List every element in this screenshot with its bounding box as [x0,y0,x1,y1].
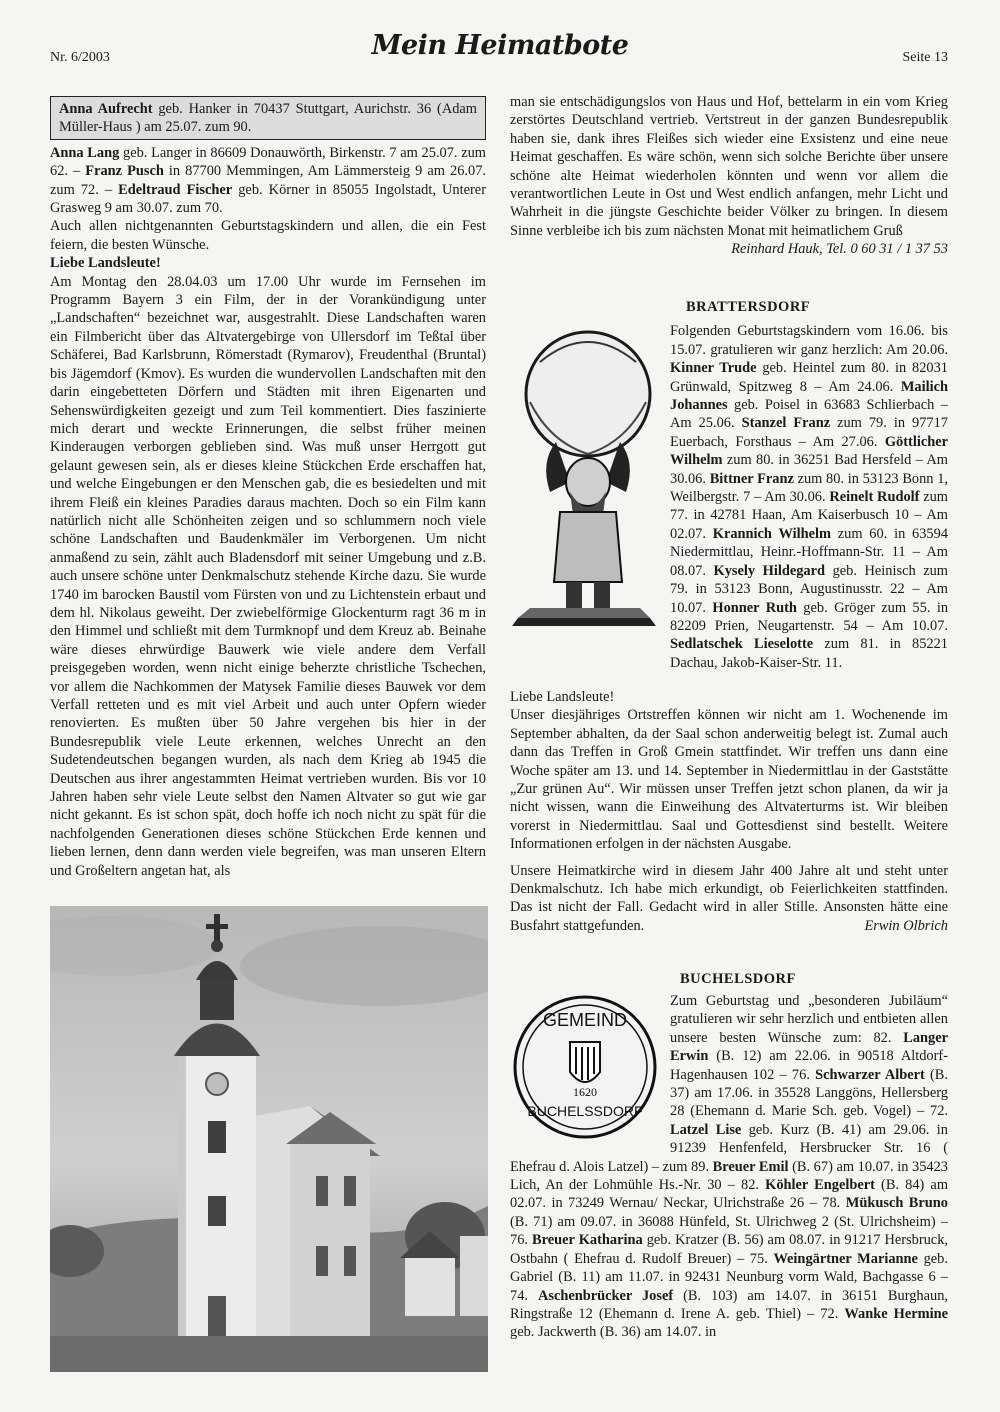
entry-text: geb. Langer in 86609 Donauwörth, Birkenstr. 7 am 25.07. zum 62. – [50,144,487,180]
issue-number: Nr. 6/2003 [50,50,110,65]
entry-text: geb. Jackwerth (B. 36) am 14.07. in [510,1324,717,1341]
article-continuation: man sie entschädigungslos von Haus und Hof, bettelarm in ein vom Krieg zerstörtes Deutschland vertrieb. Vertstreut in der ganzen Bundesrepublik haben sie, dank ihres Fleißes sich wieder eine Exsistenz und eine neue Heimat geschaffen. Es wäre schön, wenn sich solche Berichte über unsere schöne alte Heimat wiederholen könnten und wenn vor allem die verantwortlichen Leute in Ost und West endlich anfangen, mehr Licht und Wahrheit in die jüngste Geschichte beider Völker zu bringen. In diesem Sinne verbleibe ich bis zum nächsten Monat mit heimatlichem Gruß [510,94,948,239]
entry-text: (B. 103) am 14.07. in 36151 Burghaun, Ringstraße 12 (Ehemann d. Irene A. geb. Thiel) – 72. [510,1287,949,1322]
person-name: Göttlicher Wilhelm [670,433,948,469]
kirche-body: Unsere Heimatkirche wird in diesem Jahr 400 Jahre alt und steht unter Denkmalschutz. Ich habe mich erkundigt, ob Feierlichkeiten stattfinden. Das ist nicht der Fall. Gedacht wird in aller Stille. Ansonsten hätte eine Busfahrt stattgefunden. [510,862,948,934]
person-name: Breuer Emil [712,1158,789,1175]
brattersdorf-list [670,322,948,672]
person-name: Anna Lang [50,144,120,161]
person-name: Mailich Johannes [670,378,948,414]
wishes-text: Auch allen nichtgenannten Geburtstagskindern und allen, die ein Fest feiern, die besten Wünsche. [50,218,486,253]
treffen-text: Unser diesjähriges Ortstreffen können wir nicht am 1. Wochenende im September abhalten, da der Saal schon anderweitig belegt ist. Zumal auch dann das Treffen in Groß Gmein stattfindet. Wir treffen uns dann eine Woche später am 13. und 14. September in Niedermittlau in der Gaststätte „Zur grünen Au“. Wir müssen unser Treffen jetzt schon planen, da wir ja nicht wissen, wann die Einweihung des Altvaterturms ist. Wir bleiben vorerst in Niedermittlau. Saal und Gottesdienst sind bestellt. Weitere Informationen erfolgen in der nächsten Ausgabe. [510,707,948,853]
entry-text: geb. Poisel in 63683 Schlierbach – Am 25.06. [670,397,948,432]
entry-text: Zum Geburtstag und „besonderen Jubiläum“ gratulieren wir sehr herzlich und entbieten allen unsere besten Wünsche zum: 82. [670,993,948,1046]
brattersdorf-title: BRATTERSDORF [686,299,811,315]
signature-hauk: Reinhard Hauk, Tel. 0 60 31 / 1 37 53 [731,241,948,258]
person-name: Latzel Lise [670,1121,742,1138]
person-name: Bittner Franz [709,470,794,487]
entry-text: geb. Heinisch zum 79. in 53123 Bonn, Augustinusstr. 22 – Am 10.07. [670,562,948,616]
entry-text: (B. 67) am 10.07. in 35423 Lich, An der Lohmühle Hs.-Nr. 30 – 82. [510,1158,949,1194]
person-name: Honner Ruth [712,599,797,616]
person-name: Köhler Engelbert [765,1177,875,1194]
entry-text: zum 80. in 36251 Bad Hersfeld – Am 30.06. [670,452,948,487]
person-name: Mükusch Bruno [845,1195,948,1212]
entry-text: zum 81. in 85221 Dachau, Jakob-Kaiser-Str. 11. [670,636,949,671]
entry-text: (B. 12) am 22.06. in 90518 Altdorf-Hagenhausen 102 – 76. [670,1048,948,1083]
person-name: Langer Erwin [670,1029,948,1065]
entry-text: zum 60. in 63594 Niedermittlau, Heinr.-Hoffmann-Str. 11 – Am 08.07. [670,525,949,579]
person-name: Stanzel Franz [741,415,831,432]
entry-text: (B. 37) am 17.06. in 35528 Langgöns, Hellersberg 28 (Ehemann d. Marie Sch. geb. Vogel) – 72. [670,1066,948,1120]
box-name: Anna Aufrecht [59,101,153,117]
seal-spacer [510,992,670,1144]
person-name: Aschenbrücker Josef [537,1287,674,1304]
person-name: Breuer Katharina [532,1232,643,1249]
entry-text: zum 79. in 97717 Euerbach, Forsthaus – Am 27.06. [670,415,948,450]
seal-text-bottom: BUCHELSSDORF [527,1103,643,1119]
greeting: Liebe Landsleute! [510,689,615,705]
highlight-box [50,96,486,140]
buchelsdorf-head [670,970,948,988]
birthday-list-left [50,144,486,218]
person-name: Schwarzer Albert [815,1066,925,1083]
person-name: Krannich Wilhelm [712,525,831,542]
article-heading: Liebe Landsleute! [50,255,161,272]
person-name: Weingärtner Marianne [773,1250,918,1267]
entry-text: in 87700 Memmingen, Am Lämmersteig 9 am 26.07. zum 72. – [50,163,486,198]
signature-olbrich: Erwin Olbrich [864,917,948,934]
entry-text: (B. 84) am 02.07. in 73249 Wernau/ Neckar, Ulrichstraße 26 – 78. [510,1177,949,1212]
seal-year: 1620 [573,1085,597,1099]
person-name: Sedlatschek Lieselotte [670,636,814,653]
left-column [50,96,486,880]
entry-text: Folgenden Geburtstagskindern vom 16.06. bis 15.07. gratulieren wir ganz herzlich: Am 20.06. [670,323,948,358]
entry-text: geb. Kurz (B. 41) am 29.06. in 91239 Henfenfeld, Hersbrucker Str. 16 ( Ehefrau d. Alois Latzel) – zum 89. [510,1121,949,1175]
person-name: Franz Pusch [85,163,164,180]
person-name: Kinner Trude [670,360,757,377]
person-name: Edeltraud Fischer [118,181,233,198]
entry-text: (B. 71) am 09.07. in 36088 Hünfeld, St. Ulrichweg 2 (St. Ulrichsheim) – 76. [510,1213,948,1249]
right-column-middle [510,688,948,935]
atlas-figure-image [510,322,660,630]
right-column-top [510,93,948,259]
buchelsdorf-title: BUCHELSDORF [680,971,796,987]
seal-text-top: GEMEIND [542,1010,628,1030]
entry-text: geb. Gröger zum 55. in 82209 Prien, Neugartenstr. 54 – Am 10.07. [670,599,949,634]
article-text: Am Montag den 28.04.03 um 17.00 Uhr wurde im Fernsehen im Programm Bayern 3 ein Film, der in der Vorankündigung unter „Landschaften“ bezeichnet war, ausgestrahlt. Diese Landschaften waren ein Filmbericht über das Altvatergebirge von Ullersdorf im Teßtal über Schäferei, Bad Karlsbrunn, Römerstadt (Rymarov), Freudenthal (Bruntal) bis Jägemdorf (Kmov). Es wurden die wundervollen Landschaften mit den darin eingebetteten Dörfern und Städten mit ihren Eigenarten und Sehenswürdigkeiten gezeigt und zum Teil kommentiert. Dies faszinierte mich derart und weckte Erinnerungen, die selbst früher meinen Kinderaugen verborgen geblieben sind. Was muß unser Herrgott gut gelaunt gewesen sein, als er dieses kleine Stückchen Erde erschaffen hat, und welche Eingebungen er den Menschen gab, die es besiedelten und mit ihrem Fleiß ein kleines Paradies daraus machten. Doch so ein Film kann natürlich nicht alle Schönheiten zeigen und so schlummern noch viele schöne Landschaften und Baudenkmäler im Verborgenen. Um nicht anmaßend zu sein, zählt auch Bladensdorf mit seiner Umgebung und z.B. auch unsere schöne unter Denkmalschutz stehende Kirche dazu. Sie wurde 1740 im barocken Baustil vom Fürsten von und zu Lichtenstein erbaut und dem hl. Nikolaus geweiht. Der zwiebelförmige Glockenturm ragt 36 m in den Himmel und schließt mit dem Turmknopf und dem Kreuz ab. Beinahe wäre dieses ehrwürdige Bauwerk wie viele andere dem Verfall preisgegeben worden, wenn nicht einige beherzte christliche Tschechen, vor allem die Nachkommen der Matysek Familie dieses Bauwek vor dem Verfall retteten und es mit viel Arbeit und auch unter Opfern wieder renovierten. Es mußten über 50 Jahre vergehen bis hier in der Bundesrepublik viele Leute erkennen, welches Unrecht an den Sudetendeutschen begangen wurden, als nach dem Krieg ab 1945 die Deutschen aus ihrer angestammten Heimat vertrieben wurden. Bis vor 10 Jahren haben sehr viele Leute selbst den Namen Altvater so gut wie gar nicht gekannt. Es ist schon spät, doch hoffe ich noch nicht zu spät für die nachfolgenden Generationen dieses schöne Stückchen Erde kennen und lieben lernen, denn dann werden viele begreifen, was man unseren Eltern und Großeltern angetan hat, als [50,273,486,879]
entry-text: geb. Gabriel (B. 11) am 11.07. in 92431 Neunburg vorm Wald, Bachgasse 6 – 74. [510,1250,948,1304]
church-illustration [50,906,488,1372]
brattersdorf-section [670,298,948,672]
entry-text: geb. Körner in 85055 Ingolstadt, Unterer Grasweg 9 am 30.07. zum 70. [50,181,486,217]
kirche-text [510,862,948,936]
church-photo [50,906,488,1372]
person-name: Kysely Hildegard [713,562,826,579]
entry-text: geb. Heintel zum 80. in 82031 Grünwald, Spitzweg 8 – Am 24.06. [670,360,948,395]
person-name: Wanke Hermine [844,1305,948,1322]
buchelsdorf-section [510,992,948,1342]
page-number: Seite 13 [902,50,948,65]
entry-text: zum 80. in 53123 Bonn 1, Weilbergstr. 7 – Am 30.06. [670,470,949,506]
entry-text: zum 77. in 42781 Haan, Am Kaiserbusch 10 – Am 02.07. [670,489,948,542]
buchelsdorf-list [510,992,948,1342]
entry-text: geb. Kratzer (B. 56) am 08.07. in 91217 Hersbruck, Ostbahn ( Ehefrau d. Rudolf Breuer) – 75. [510,1232,948,1267]
masthead-title: Mein Heimatbote [371,30,629,61]
person-name: Reinelt Rudolf [829,489,920,506]
box-text: geb. Hanker in 70437 Stuttgart, Aurichstr. 36 (Adam Müller-Haus ) am 25.07. zum 90. [59,101,477,136]
